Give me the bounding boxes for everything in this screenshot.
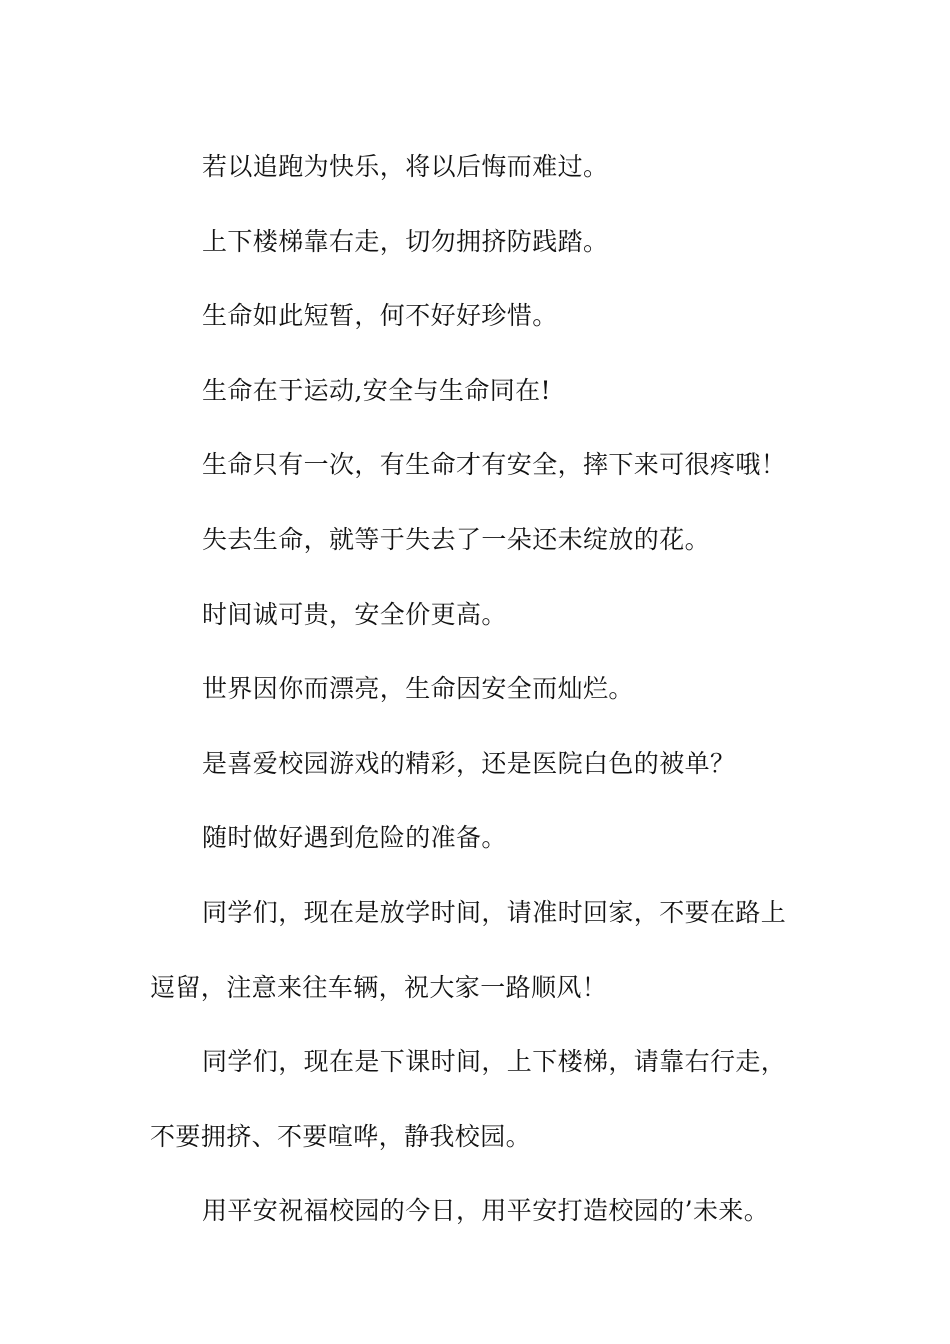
paragraph: 上下楼梯靠右走，切勿拥挤防践踏。 <box>202 226 609 256</box>
document-body <box>150 130 800 1249</box>
paragraph: 同学们，现在是放学时间，请准时回家，不要在路上逗留，注意来往车辆，祝大家一路顺风！ <box>150 897 787 1002</box>
paragraph: 生命在于运动,安全与生命同在! <box>202 375 551 405</box>
paragraph: 是喜爱校园游戏的精彩，还是医院白色的被单？ <box>202 748 736 778</box>
paragraph: 若以追跑为快乐，将以后悔而难过。 <box>202 152 609 181</box>
paragraph: 时间诚可贵，安全价更高。 <box>202 599 507 629</box>
paragraph: 世界因你而漂亮，生命因安全而灿烂。 <box>202 674 634 704</box>
paragraph: 用平安祝福校园的今日，用平安打造校园的’未来。 <box>202 1196 770 1226</box>
paragraph: 生命如此短暂，何不好好珍惜。 <box>202 301 558 331</box>
paragraph: 同学们，现在是下课时间，上下楼梯，请靠右行走，不要拥挤、不要喧哗，静我校园。 <box>150 1047 787 1151</box>
paragraph: 失去生命，就等于失去了一朵还未绽放的花。 <box>202 524 711 554</box>
paragraph: 随时做好遇到危险的准备。 <box>202 823 507 853</box>
paragraph: 生命只有一次，有生命才有安全，摔下来可很疼哦！ <box>202 450 787 480</box>
